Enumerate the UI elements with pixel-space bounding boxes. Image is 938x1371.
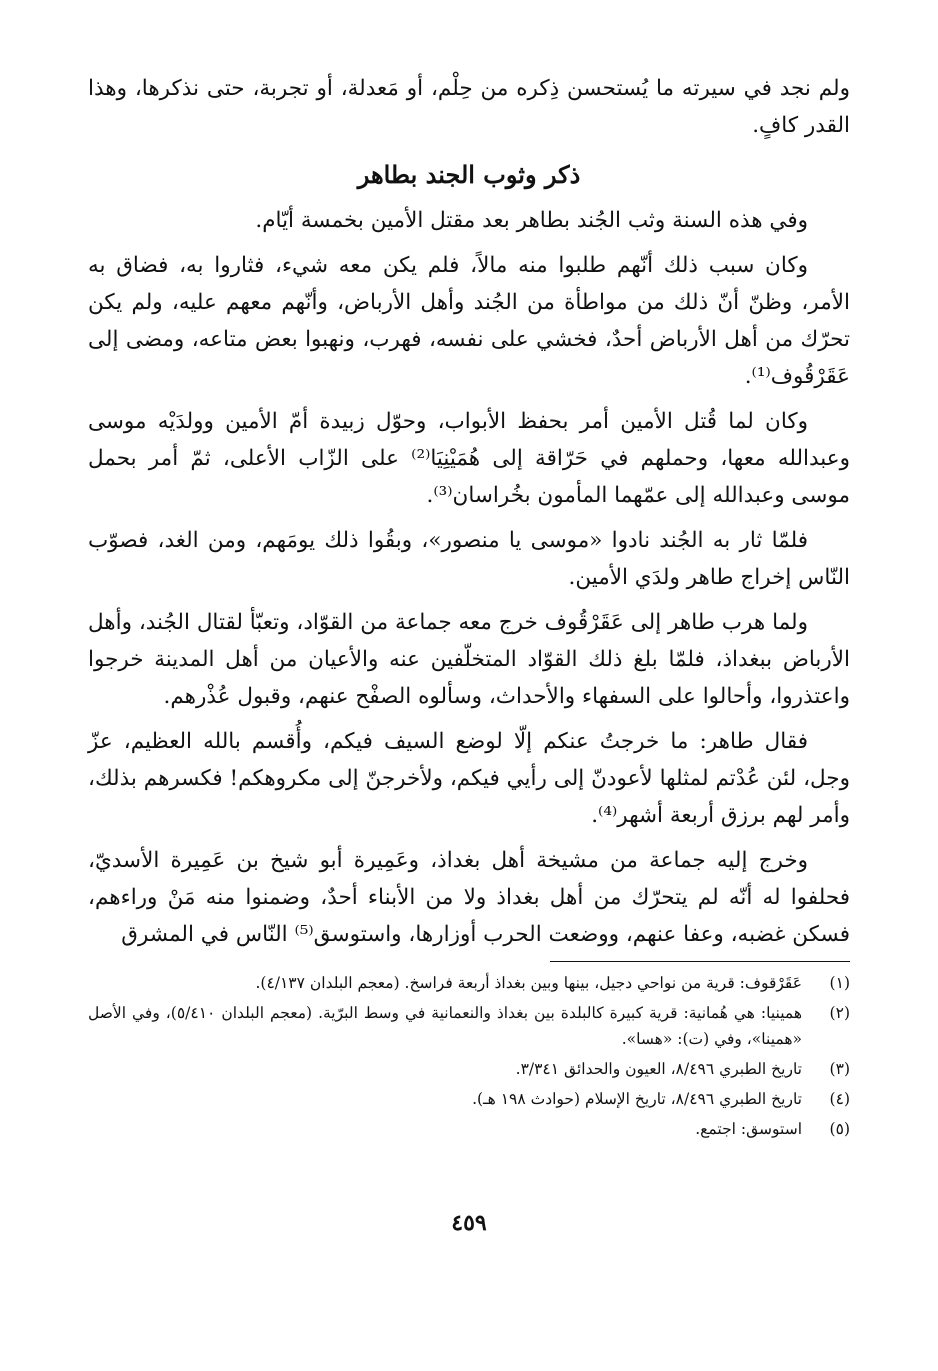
paragraph-5: ولما هرب طاهر إلى عَقَرْقُوف خرج معه جماعة من القوّاد، وتعبّأ لقتال الجُند، وأهل الأرباض ببغداذ، فلمّا بلغ ذلك القوّاد المتخلّفين عنه والأعيان من أهل المدينة خرجوا واعتذروا، وأحالوا على السفهاء والأحداث، وسألوه الصفْح عنهم، وقبول عُذْرهم. bbox=[88, 610, 850, 709]
paragraph-3: وكان لما قُتل الأمين أمر بحفظ الأبواب، وحوّل زبيدة أمّ الأمين وولدَيْه موسى وعبدالله معها، وحملهم في حَرّاقة إلى هُمَيْنِيَا⁽²⁾ على الزّاب الأعلى، ثمّ أمر بحمل موسى وعبدالله إلى عمّهما المأمون بخُراسان⁽³⁾. bbox=[88, 409, 850, 508]
footnotes bbox=[88, 970, 850, 1142]
footnote-text: استوسق: اجتمع. bbox=[695, 1120, 802, 1138]
footnote-text: تاريخ الطبري ٨/٤٩٦، تاريخ الإسلام (حوادث ١٩٨ هـ). bbox=[472, 1090, 802, 1108]
footnote-text: همينيا: هي هُمانية: قرية كبيرة كالبلدة بين بغداذ والنعمانية في وسط البرّية. (معجم البلدان ٥/٤١٠)، وفي الأصل «همينا»، وفي (ت): «هسا». bbox=[88, 1004, 803, 1048]
footnote-number: (٣) bbox=[829, 1060, 850, 1078]
page bbox=[88, 70, 850, 1351]
paragraph-6: فقال طاهر: ما خرجتُ عنكم إلّا لوضع السيف فيكم، وأُقسم بالله العظيم، عزّ وجل، لئن عُدْتم لمثلها لأعودنّ إلى رأيي فيكم، ولأخرجنّ إلى مكروهكم! فكسرهم بذلك، وأمر لهم برزق أربعة أشهر⁽⁴⁾. bbox=[88, 729, 850, 828]
footnote-number: (٥) bbox=[829, 1120, 850, 1138]
page-number: ٤٥٩ bbox=[451, 1210, 487, 1236]
footnote-divider bbox=[550, 961, 850, 962]
section-heading: ذكر وثوب الجند بطاهر bbox=[357, 160, 581, 189]
paragraph-2: وكان سبب ذلك أنّهم طلبوا منه مالاً، فلم يكن معه شيء، فثاروا به، فضاق به الأمر، وظنّ أنّ ذلك من مواطأة من الجُند وأهل الأرباض، وأنّهم معهم عليه، ولم يكن تحرّك من أهل الأرباض أحدٌ، فخشي على نفسه، فهرب، ونهبوا بعض متاعه، ومضى إلى عَقَرْقُوف⁽¹⁾. bbox=[88, 253, 850, 389]
footnote-number: (٢) bbox=[829, 1004, 850, 1022]
footnote-5 bbox=[88, 1116, 850, 1142]
footnote-text: تاريخ الطبري ٨/٤٩٦، العيون والحدائق ٣/٣٤١. bbox=[515, 1060, 802, 1078]
footnote-number: (٤) bbox=[829, 1090, 850, 1108]
footnote-4 bbox=[88, 1086, 850, 1112]
footnote-number: (١) bbox=[829, 974, 850, 992]
main-text bbox=[88, 70, 850, 953]
paragraph-1: وفي هذه السنة وثب الجُند بطاهر بعد مقتل الأمين بخمسة أيّام. bbox=[255, 208, 808, 233]
footnote-text: عَقَرْقوف: قرية من نواحي دجيل، بينها وبين بغداذ أربعة فراسخ. (معجم البلدان ٤/١٣٧). bbox=[255, 974, 802, 992]
footnote-2 bbox=[88, 1000, 850, 1052]
footnote-3 bbox=[88, 1056, 850, 1082]
paragraph-7: وخرج إليه جماعة من مشيخة أهل بغداذ، وعَمِيرة أبو شيخ بن عَمِيرة الأسديّ، فحلفوا له أنّه لم يتحرّك من أهل بغداذ ولا من الأبناء أحدٌ، وضمنوا منه مَنْ وراءهم، فسكن غضبه، وعفا عنهم، ووضعت الحرب أوزارها، واستوسق⁽⁵⁾ النّاس في المشرق bbox=[88, 848, 850, 947]
paragraph-4: فلمّا ثار به الجُند نادوا «موسى يا منصور»، وبقُوا ذلك يومَهم، ومن الغد، فصوّب النّاس إخراج طاهر ولدَي الأمين. bbox=[88, 528, 850, 590]
footnote-1 bbox=[88, 970, 850, 996]
paragraph-continuation: ولم نجد في سيرته ما يُستحسن ذِكره من حِلْم، أو مَعدلة، أو تجربة، حتى نذكرها، وهذا القدر كافٍ. bbox=[88, 76, 850, 138]
